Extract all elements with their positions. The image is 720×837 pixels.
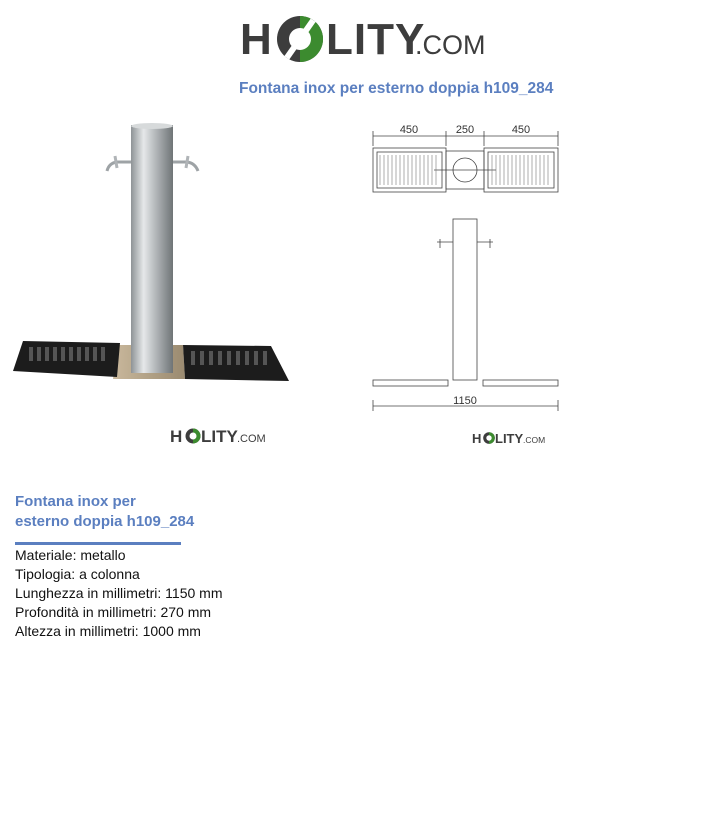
holity-logo-small bbox=[170, 424, 270, 448]
spec-material: Materiale: metallo bbox=[15, 547, 126, 563]
page-title: Fontana inox per esterno doppia h109_284 bbox=[239, 80, 554, 97]
product-title-line2: esterno doppia h109_284 bbox=[15, 512, 195, 530]
product-title-line1: Fontana inox per bbox=[15, 493, 136, 510]
product-title bbox=[15, 492, 194, 531]
spec-height: Altezza in millimetri: 1000 mm bbox=[15, 623, 201, 639]
svg-text:H: H bbox=[472, 431, 482, 446]
svg-text:.COM: .COM bbox=[237, 433, 266, 445]
logo-com: .COM bbox=[415, 30, 486, 60]
svg-text:LITY: LITY bbox=[495, 431, 524, 446]
dim-right-label: 450 bbox=[511, 124, 531, 136]
logo-lity: LITY bbox=[326, 15, 426, 64]
spec-length: Lunghezza in millimetri: 1150 mm bbox=[15, 585, 223, 601]
spec-type: Tipologia: a colonna bbox=[15, 566, 140, 582]
svg-text:LITY: LITY bbox=[201, 427, 238, 446]
dim-total-label: 1150 bbox=[453, 395, 477, 407]
title-divider bbox=[15, 542, 181, 545]
technical-drawing bbox=[362, 118, 567, 413]
dim-center-label: 250 bbox=[455, 124, 475, 136]
logo-o-icon bbox=[277, 16, 323, 62]
spec-list bbox=[15, 546, 223, 641]
spec-depth: Profondità in millimetri: 270 mm bbox=[15, 604, 212, 620]
dim-left-label: 450 bbox=[399, 124, 419, 136]
holity-logo[interactable] bbox=[240, 10, 490, 66]
holity-logo-small-2 bbox=[472, 428, 547, 448]
svg-text:H: H bbox=[170, 427, 183, 446]
logo-h: H bbox=[240, 15, 273, 64]
svg-text:.COM: .COM bbox=[523, 435, 546, 445]
product-photo bbox=[5, 115, 295, 385]
